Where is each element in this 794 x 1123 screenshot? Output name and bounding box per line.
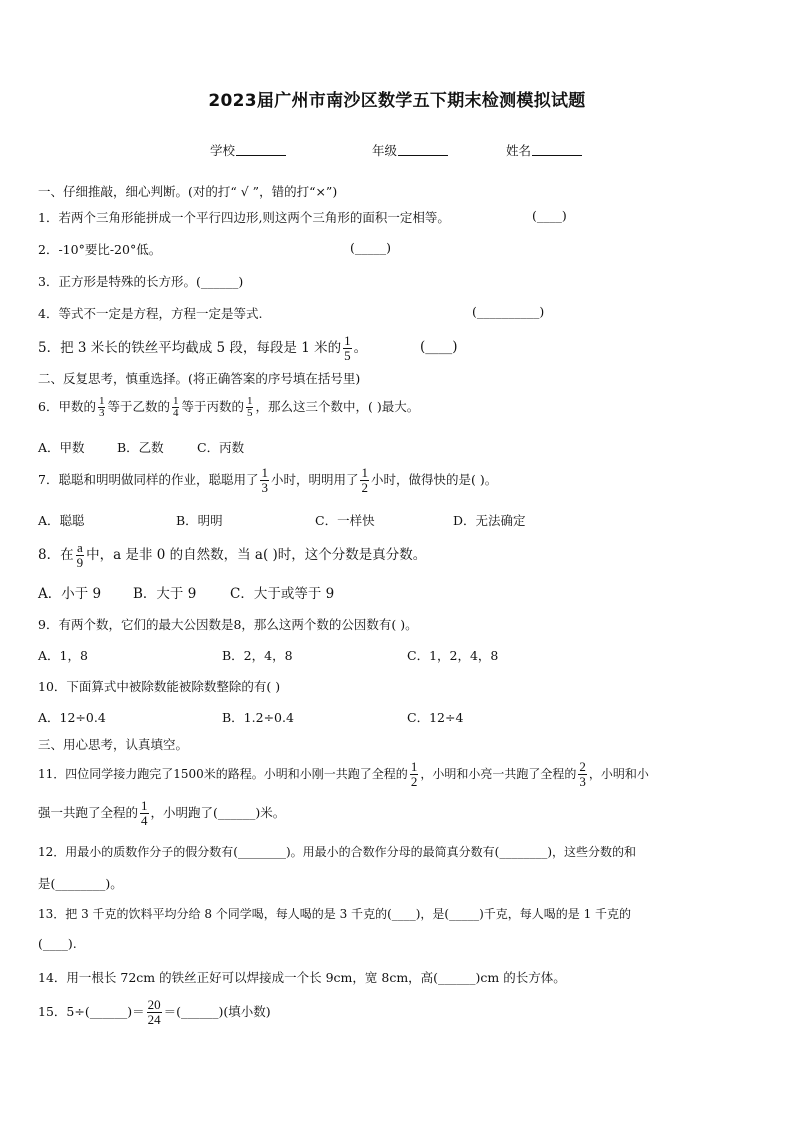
question-6: 6．甲数的 $\frac{1}{3}$ 等于乙数的 $\frac{1}{4}$ 等于丙数的 $\frac{1}{5}$ ，那么这三个数中，( )最大。 — [38, 395, 420, 419]
q10-option-c[interactable]: C．12÷4 — [407, 710, 464, 725]
section-3-heading: 三、用心思考，认真填空。 — [38, 737, 189, 752]
q9-option-a[interactable]: A．1，8 — [38, 648, 88, 663]
fraction: $\frac{20}{24}$ — [147, 997, 161, 1027]
grade-blank[interactable] — [398, 143, 448, 156]
fraction: $\frac{1}{4}$ — [141, 798, 148, 828]
question-13-line-1: 13．把 3 千克的饮料平均分给 8 个同学喝，每人喝的是 3 千克的(____)，是(_____)千克，每人喝的是 1 千克的 — [38, 907, 632, 921]
question-14: 14．用一根长 72cm 的铁丝正好可以焊接成一个长 9cm，宽 8cm，高(______)cm 的长方体。 — [38, 970, 566, 985]
question-7: 7．聪聪和明明做同样的作业，聪聪用了 $\frac{1}{3}$ 小时，明明用了 $\frac{1}{2}$ 小时，做得快的是( )。 — [38, 465, 498, 495]
fraction: $\frac{1}{2}$ — [361, 465, 368, 495]
question-1-answer[interactable]: (____) — [532, 208, 567, 223]
question-1: 1．若两个三角形能拼成一个平行四边形,则这两个三角形的面积一定相等。 — [38, 210, 450, 225]
q7-option-c[interactable]: C．一样快 — [315, 513, 375, 528]
q6-option-b[interactable]: B．乙数 — [117, 440, 164, 455]
q6-option-a[interactable]: A．甲数 — [38, 440, 85, 455]
page-title: 2023届广州市南沙区数学五下期末检测模拟试题 — [208, 91, 586, 111]
question-5-answer[interactable]: (____) — [420, 339, 458, 355]
name-blank[interactable] — [532, 143, 582, 156]
question-15: 15．5÷(______)＝ $\frac{20}{24}$ ＝(______)(填小数) — [38, 997, 271, 1027]
q8-option-c[interactable]: C．大于或等于 9 — [230, 586, 335, 602]
school-blank[interactable] — [236, 143, 286, 156]
q7-option-a[interactable]: A．聪聪 — [38, 513, 85, 528]
question-9: 9．有两个数，它们的最大公因数是8，那么这两个数的公因数有( )。 — [38, 617, 418, 632]
fraction: $\frac{1}{2}$ — [410, 759, 418, 789]
question-11-line-1: 11．四位同学接力跑完了1500米的路程。小明和小刚一共跑了全程的 $\frac{1}{2}$ ，小明和小亮一共跑了全程的 $\frac{2}{3}$ ，小明和小 — [38, 759, 649, 789]
question-11-line-2: 强一共跑了全程的 $\frac{1}{4}$ ，小明跑了(______)米。 — [38, 798, 286, 828]
name-label: 姓名 — [506, 143, 532, 158]
school-label: 学校 — [210, 143, 236, 158]
question-4-answer[interactable]: (__________) — [472, 304, 545, 319]
question-2: 2．-10°要比-20°低。 — [38, 242, 162, 257]
name-field[interactable] — [506, 141, 582, 159]
school-field[interactable] — [210, 141, 286, 159]
section-1-heading: 一、仔细推敲，细心判断。(对的打“ √ ”，错的打“×”) — [38, 184, 338, 199]
grade-label: 年级 — [372, 143, 398, 158]
grade-field[interactable] — [372, 141, 448, 159]
q9-option-b[interactable]: B．2，4，8 — [222, 648, 293, 663]
question-5: 5．把 3 米长的铁丝平均截成 5 段，每段是 1 米的 $\frac{1}{5}$ 。 — [38, 333, 368, 363]
question-8: 8．在 $\frac{a}{9}$ 中，a 是非 0 的自然数，当 a( )时，这个分数是真分数。 — [38, 540, 427, 570]
q10-option-b[interactable]: B．1.2÷0.4 — [222, 710, 294, 725]
fraction: $\frac{1}{5}$ — [344, 333, 351, 363]
section-2-heading: 二、反复思考，慎重选择。(将正确答案的序号填在括号里) — [38, 371, 361, 386]
q6-option-c[interactable]: C．丙数 — [197, 440, 245, 455]
q7-option-b[interactable]: B．明明 — [176, 513, 223, 528]
fraction: $\frac{2}{3}$ — [579, 759, 586, 789]
question-2-answer[interactable]: (_____) — [350, 240, 392, 255]
fraction: $\frac{1}{4}$ — [172, 395, 179, 419]
question-3: 3．正方形是特殊的长方形。(______) — [38, 274, 244, 289]
question-12-line-1: 12．用最小的质数作分子的假分数有(________)。用最小的合数作分母的最简真分数有(________)，这些分数的和 — [38, 845, 636, 859]
fraction: $\frac{1}{5}$ — [246, 395, 253, 419]
fraction: $\frac{1}{3}$ — [98, 395, 105, 419]
question-13-line-2: (____). — [38, 936, 77, 951]
question-4: 4．等式不一定是方程，方程一定是等式. — [38, 306, 263, 321]
q9-option-c[interactable]: C．1，2，4，8 — [407, 648, 499, 663]
fraction: $\frac{a}{9}$ — [76, 540, 84, 570]
question-12-line-2: 是(________)。 — [38, 876, 123, 891]
q8-option-a[interactable]: A．小于 9 — [38, 586, 102, 602]
q10-option-a[interactable]: A．12÷0.4 — [38, 710, 106, 725]
q7-option-d[interactable]: D．无法确定 — [453, 513, 526, 528]
fraction: $\frac{1}{3}$ — [261, 465, 268, 495]
q8-option-b[interactable]: B．大于 9 — [133, 586, 197, 602]
question-10: 10．下面算式中被除数能被除数整除的有( ) — [38, 679, 281, 694]
